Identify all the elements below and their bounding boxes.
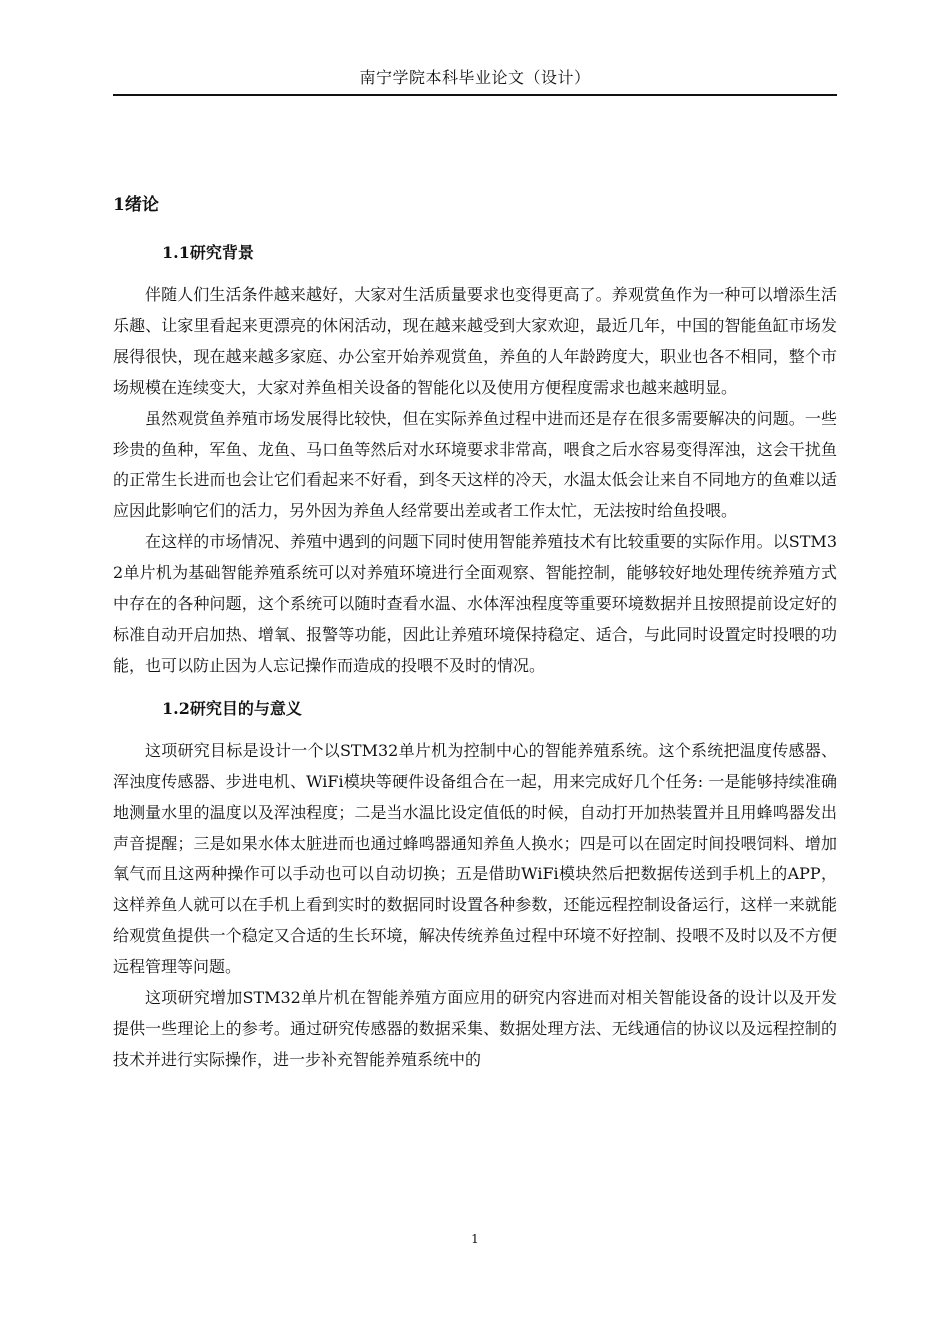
page-number: 1 <box>471 1232 479 1246</box>
section-title-1-1: 1.1研究背景 <box>162 243 254 262</box>
paragraph: 在这样的市场情况、养殖中遇到的问题下同时使用智能养殖技术有比较重要的实际作用。以STM32单片机为基础智能养殖系统可以对养殖环境进行全面观察、智能控制，能够较好地处理传统养殖方式中存在的各种问题，这个系统可以随时查看水温、水体浑浊程度等重要环境数据并且按照提前设定好的标准自动开启加热、增氧、报警等功能，因此让养殖环境保持稳定、适合，与此同时设置定时投喂的功能，也可以防止因为人忘记操作而造成的投喂不及时的情况。 <box>113 532 837 675</box>
chapter-title: 1绪论 <box>113 195 159 215</box>
main-content <box>113 190 837 1076</box>
paragraph: 这项研究增加STM32单片机在智能养殖方面应用的研究内容进而对相关智能设备的设计以及开发提供一些理论上的参考。通过研究传感器的数据采集、数据处理方法、无线通信的协议以及远程控制的技术并进行实际操作，进一步补充智能养殖系统中的 <box>113 988 837 1069</box>
page-header <box>113 64 837 96</box>
paragraph: 伴随人们生活条件越来越好，大家对生活质量要求也变得更高了。养观赏鱼作为一种可以增添生活乐趣、让家里看起来更漂亮的休闲活动，现在越来越受到大家欢迎，最近几年，中国的智能鱼缸市场发展得很快，现在越来越多家庭、办公室开始养观赏鱼，养鱼的人年龄跨度大，职业也各不相同，整个市场规模在连续变大，大家对养鱼相关设备的智能化以及使用方便程度需求也越来越明显。 <box>113 285 837 397</box>
header-title: 南宁学院本科毕业论文（设计） <box>359 68 591 87</box>
paragraph: 虽然观赏鱼养殖市场发展得比较快，但在实际养鱼过程中进而还是存在很多需要解决的问题。一些珍贵的鱼种，军鱼、龙鱼、马口鱼等然后对水环境要求非常高，喂食之后水容易变得浑浊，这会干扰鱼的正常生长进而也会让它们看起来不好看，到冬天这样的冷天，水温太低会让来自不同地方的鱼难以适应因此影响它们的活力，另外因为养鱼人经常要出差或者工作太忙，无法按时给鱼投喂。 <box>113 408 837 521</box>
section-title-1-2: 1.2研究目的与意义 <box>162 698 302 718</box>
paragraph: 这项研究目标是设计一个以STM32单片机为控制中心的智能养殖系统。这个系统把温度传感器、浑浊度传感器、步进电机、WiFi模块等硬件设备组合在一起，用来完成好几个任务: 一是能够持续准确地测量水里的温度以及浑浊程度；二是当水温比设定值低的时候，自动打开加热装置并且用蜂鸣器发出声音提醒；三是如果水体太脏进而也通过蜂鸣器通知养鱼人换水；四是可以在固定时间投喂饲料、增加氧气而且这两种操作可以手动也可以自动切换；五是借助WiFi模块然后把数据传送到手机上的APP，这样养鱼人就可以在手机上看到实时的数据同时设置各种参数，还能远程控制设备运行，这样一来就能给观赏鱼提供一个稳定又合适的生长环境，解决传统养鱼过程中环境不好控制、投喂不及时以及不方便远程管理等问题。 <box>113 740 837 977</box>
